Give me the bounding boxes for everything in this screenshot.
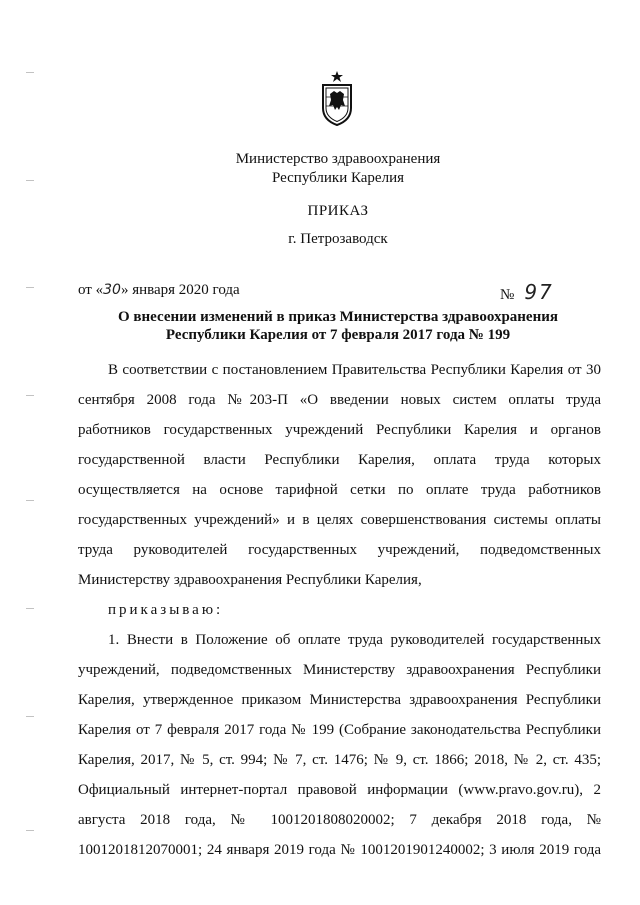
- body-line: государственной власти Республики Карелия, оплата труда которых: [78, 452, 601, 468]
- body-line: государственных учреждений» и в целях совершенствования системы оплаты: [78, 512, 601, 528]
- number-value-handwritten: 97: [524, 280, 554, 304]
- body-line: Карелия, 2017, № 5, ст. 994; № 7, ст. 1476; № 9, ст. 1866; 2018, № 2, ст. 435;: [78, 752, 601, 768]
- subject-line1: О внесении изменений в приказ Министерства здравоохранения: [117, 309, 558, 325]
- ministry-name-line2: Республики Карелия: [271, 170, 405, 186]
- body-line: августа 2018 года, № 1001201808020002; 7 декабря 2018 года, №: [78, 812, 601, 828]
- subject-line2: Республики Карелия от 7 февраля 2017 года № 199: [165, 327, 511, 343]
- body-line: работников государственных учреждений Республики Карелия и органов: [78, 422, 601, 438]
- ministry-name-line1: Министерство здравоохранения: [235, 151, 441, 167]
- body-line: В соответствии с постановлением Правительства Республики Карелия от 30: [108, 362, 601, 378]
- number-label: №: [500, 287, 515, 303]
- body-line: 1. Внести в Положение об оплате труда руководителей государственных: [108, 632, 601, 648]
- date-rest: » января 2020 года: [120, 282, 240, 298]
- order-number: [500, 280, 554, 304]
- order-verb-line: приказываю:: [108, 602, 224, 618]
- body-line: 1001201812070001; 24 января 2019 года № 1001201901240002; 3 июля 2019 года: [78, 842, 601, 858]
- body-line: Министерству здравоохранения Республики Карелия,: [78, 572, 422, 588]
- body-line: Официальный интернет-портал правовой информации (www.pravo.gov.ru), 2: [78, 782, 601, 798]
- body-line: учреждений, подведомственных Министерству здравоохранения Республики: [78, 662, 601, 678]
- body-line: сентября 2008 года №203-П «О введении новых систем оплаты труда: [78, 392, 601, 408]
- body-line: осуществляется на основе тарифной сетки по оплате труда работников: [78, 482, 601, 498]
- document-city: г. Петрозаводск: [288, 231, 388, 247]
- date-prefix: от «: [78, 282, 104, 298]
- body-line: Карелия от 7 февраля 2017 года № 199 (Собрание законодательства Республики: [78, 722, 601, 738]
- document-type-title: ПРИКАЗ: [307, 203, 369, 219]
- body-line: труда руководителей государственных учреждений, подведомственных: [78, 542, 601, 558]
- karelia-coat-of-arms-icon: [317, 70, 357, 126]
- body-line: Карелия, утвержденное приказом Министерства здравоохранения Республики: [78, 692, 601, 708]
- date-day-handwritten: 30: [103, 282, 121, 298]
- scan-margin-marks: [26, 0, 46, 905]
- order-date: [78, 282, 240, 299]
- order-subject: [100, 308, 576, 344]
